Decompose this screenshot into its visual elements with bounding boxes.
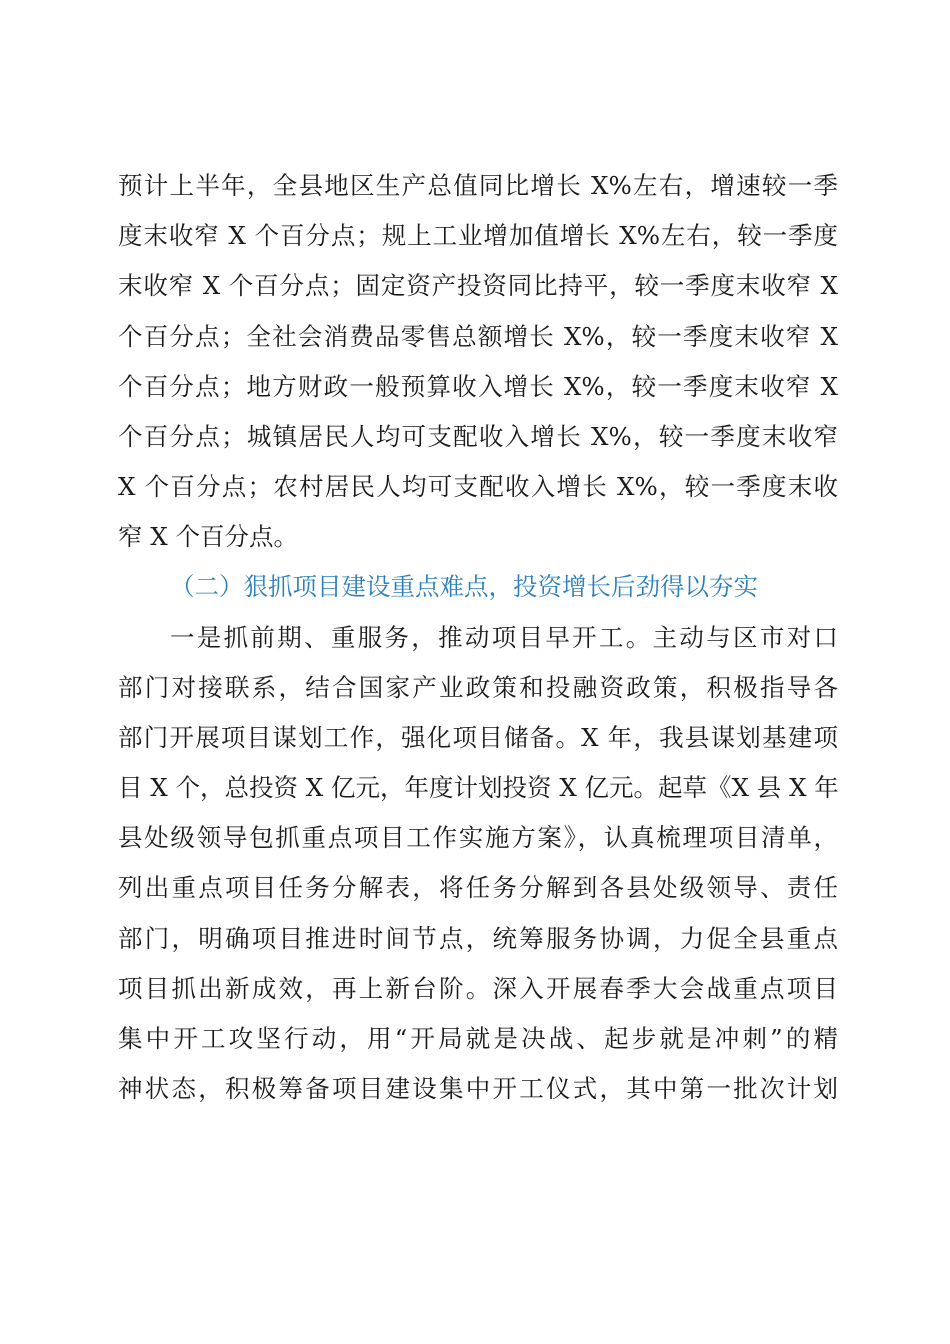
text-line: X 个百分点；农村居民人均可支配收入增长 X%，较一季度末收: [118, 472, 838, 501]
text-line: 神状态，积极筹备项目建设集中开工仪式，其中第一批次计划: [118, 1074, 838, 1103]
text-line: 末收窄 X 个百分点；固定资产投资同比持平，较一季度末收窄 X: [118, 271, 838, 300]
text-line: 窄 X 个百分点。: [118, 522, 299, 551]
text-line: 部门，明确项目推进时间节点，统筹服务协调，力促全县重点: [118, 924, 838, 953]
text-line: 列出重点项目任务分解表，将任务分解到各县处级领导、责任: [118, 873, 838, 902]
section-heading: （二）狠抓项目建设重点难点，投资增长后劲得以夯实: [170, 572, 758, 601]
text-line: 个百分点；全社会消费品零售总额增长 X%，较一季度末收窄 X: [118, 322, 838, 351]
text-line: 部门对接联系，结合国家产业政策和投融资政策，积极指导各: [118, 673, 838, 702]
text-line: 一是抓前期、重服务，推动项目早开工。主动与区市对口: [170, 623, 838, 652]
text-line: 目 X 个，总投资 X 亿元，年度计划投资 X 亿元。起草《X 县 X 年: [118, 773, 839, 802]
text-line: 个百分点；城镇居民人均可支配收入增长 X%，较一季度末收窄: [118, 422, 838, 451]
text-line: 度末收窄 X 个百分点；规上工业增加值增长 X%左右，较一季度: [118, 221, 838, 250]
text-line: 预计上半年，全县地区生产总值同比增长 X%左右，增速较一季: [118, 171, 838, 200]
text-line: 部门开展项目谋划工作，强化项目储备。X 年，我县谋划基建项: [118, 723, 838, 752]
text-line: 集中开工攻坚行动，用“开局就是决战、起步就是冲刺”的精: [118, 1024, 838, 1053]
text-line: 个百分点；地方财政一般预算收入增长 X%，较一季度末收窄 X: [118, 372, 838, 401]
text-line: 县处级领导包抓重点项目工作实施方案》，认真梳理项目清单，: [118, 823, 838, 852]
text-line: 项目抓出新成效，再上新台阶。深入开展春季大会战重点项目: [118, 974, 838, 1003]
